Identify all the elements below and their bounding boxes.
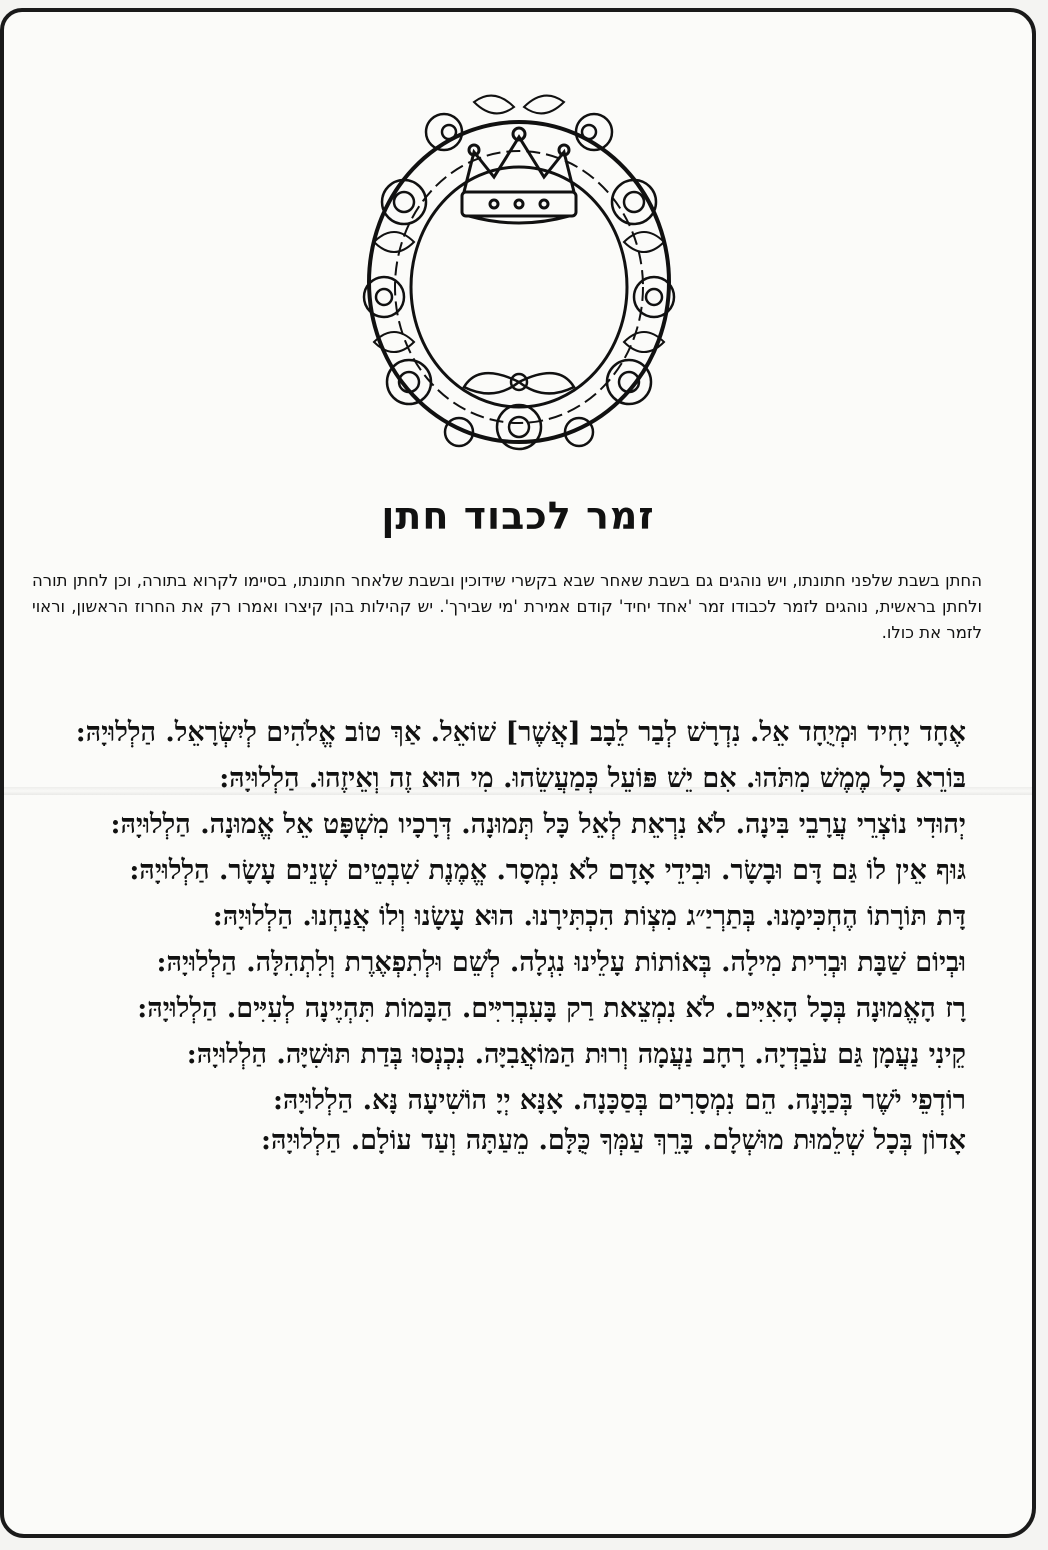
song-verses <box>22 714 992 1162</box>
verse-4: גּוּף אֵין לוֹ גַּם דָּם וּבָשָׂר. וּבִידֵי אָדָם לֹא נִמְסָר. אֱמֶנֶת שִׁבְטֵים שְׁנֵים עָשָׂר. הַלְלוּיָהּ: <box>129 855 966 886</box>
intro-text: החתן בשבת שלפני חתונתו, ויש נוהגים גם בשבת שאחר שבא בקשרי שידוכין ובשבת שלאחר חתונתו, בסיימו לקרוא בתורה, וכן לחתן תורה ולחתן בראשית, נוהגים לזמר לכבודו זמר 'אחד יחיד' קודם אמירת 'מי שבירך'. יש קהילות בהן קיצרו ואמרו רק את החרוז הראשון, וראוי לזמר את כולו. <box>32 571 982 642</box>
verse-10: אָדוֹן בְּכָל שְׁלֵמוּת מוּשְׁלָם. בָּרֵךְ עַמְּךָ כֻּלָּם. מֵעַתָּה וְעַד עוֹלָם. הַלְלוּיָהּ: <box>261 1125 966 1156</box>
verse-7: רָז הָאֱמוּנָה בְּכָל הָאִיִּים. לֹא נִמְצֵאת רַק בָּעִבְרִיִּים. הַבָּמוֹת תִּהְיֶינָה לְעִיִּים. הַלְלוּיָהּ: <box>137 993 966 1024</box>
verse-1: אֶחָד יָחִיד וּמְיֻחָד אֵל. נִדְרָשׁ לְבַר לֵבָב [אֲשֶׁר] שׁוֹאֵל. אַךְ טוֹב אֱלֹהִים לְיִשְׂרָאֵל. הַלְלוּיָהּ: <box>75 717 966 748</box>
page-title: זמר לכבוד חתן <box>381 494 655 538</box>
verse-6: וּבְיוֹם שַׁבָּת וּבְרִית מִילָה. בְּאוֹתוֹת עָלֵינוּ נִגְלָה. לְשֵׁם וּלְתִפְאֶרֶת וְלִתְהִלָּה. הַלְלוּיָהּ: <box>156 947 966 978</box>
verse-8: קֵינִי נַעֲמָן גַּם עֹבַדְיָה. רָחָב נַעֲמָה וְרוּת הַמּוֹאֲבִיָּה. נִכְנְסוּ בְּדַת תּוּשִׁיָּה. הַלְלוּיָהּ: <box>186 1039 966 1070</box>
verse-2: בּוֹרֵא כָל מֶמֶשׁ מִתֹּהוּ. אִם יֵשׁ פּוֹעֵל כְּמַעֲשֵׂהוּ. מִי הוּא זֶה וְאֵיזֶהוּ. הַלְלוּיָהּ: <box>219 763 966 794</box>
verse-5: דָּת תּוֹרָתוֹ הֶחְכִּימָנוּ. בְּתַרְיַ״ג מִצְוֹת הִכְתִּירָנוּ. הוּא עָשָׂנוּ וְלוֹ אֲנַחְנוּ. הַלְלוּיָהּ: <box>212 901 966 932</box>
document-page <box>0 8 1036 1538</box>
intro-paragraph <box>32 568 982 646</box>
crown-wreath-emblem-icon <box>344 82 694 462</box>
verse-3: יְהוּדִי נוֹצְרֵי עֲרָבֵי בִּינָה. לֹא נִרְאֵת לְאֵל כָּל תְּמוּנָה. דְּרָכָיו מִשְׁפָּט אֵל אֱמוּנָה. הַלְלוּיָהּ: <box>110 809 966 840</box>
verse-9: רוֹדְפֵי יֹשֶׁר בְּכַוָּנָה. הֵם נִמְסָרִים בְּסַכָּנָה. אָנָּא יְיָ הוֹשִׁיעָה נָּא. הַלְלוּיָהּ: <box>272 1085 966 1116</box>
